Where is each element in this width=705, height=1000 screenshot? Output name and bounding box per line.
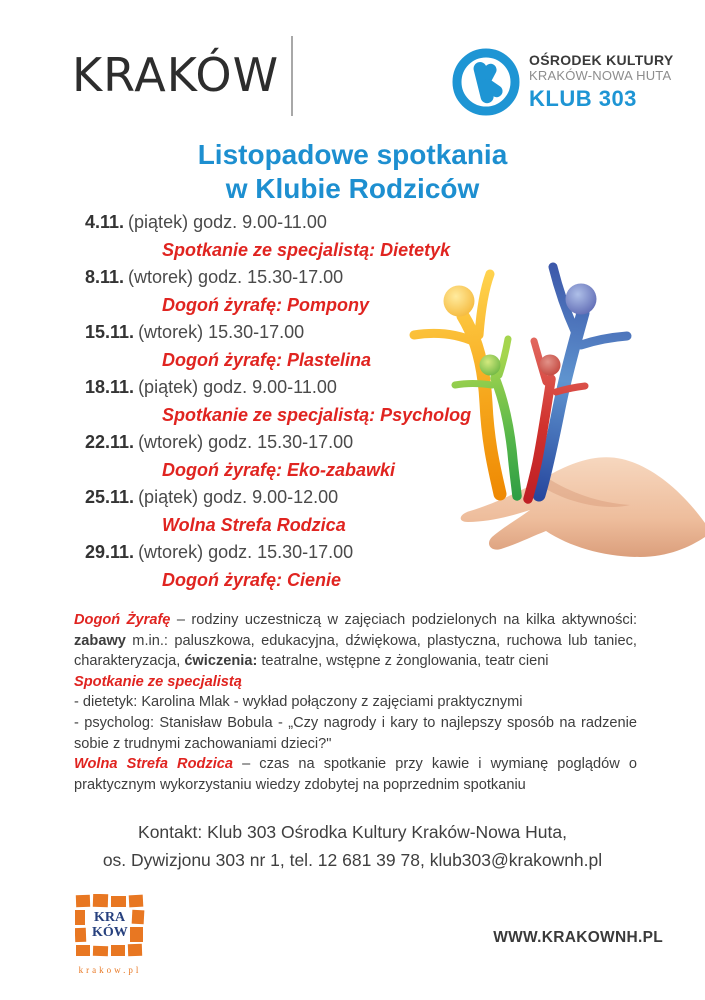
- schedule-date: 18.11.: [85, 377, 135, 397]
- schedule-date-line: [85, 264, 515, 292]
- schedule-details: (piątek) godz. 9.00-12.00: [138, 487, 339, 507]
- specialist-psycholog: - psycholog: Stanisław Bobula - „Czy nagrody i kary to najlepszy sposób na radzenie sobie z trudnymi zachowaniami dzieci?": [74, 714, 637, 752]
- schedule-event: Dogoń żyrafę: Plastelina: [162, 349, 372, 370]
- dogon-text-3: teatralne, wstępne z żonglowania, teatr cieni: [257, 653, 549, 670]
- schedule-event: Spotkanie ze specjalistą: Psycholog: [162, 404, 472, 425]
- org-text: [529, 52, 674, 111]
- schedule-details: (wtorek) godz. 15.30-17.00: [138, 432, 354, 452]
- dogon-text-2: m.in.: paluszkowa, edukacyjna, dźwiękowa, plastyczna, ruchowa lub taniec, charakteryzacja,: [74, 632, 637, 670]
- schedule-event: Dogoń żyrafę: Pompony: [162, 294, 370, 315]
- schedule-date-line: [85, 484, 515, 512]
- dogon-bold-2: ćwiczenia:: [184, 653, 258, 670]
- schedule-date-line: [85, 429, 515, 457]
- wolna-description: [74, 754, 637, 795]
- schedule-details: (piątek) godz. 9.00-11.00: [138, 377, 337, 397]
- schedule-date: 25.11.: [85, 487, 135, 507]
- schedule-event: Spotkanie ze specjalistą: Dietetyk: [162, 239, 451, 260]
- schedule-details: (wtorek) godz. 15.30-17.00: [138, 542, 354, 562]
- header-divider: [291, 36, 293, 116]
- krakow-mosaic-icon: [75, 894, 145, 958]
- website-url: WWW.KRAKOWNH.PL: [493, 929, 663, 946]
- schedule-date: 29.11.: [85, 542, 135, 562]
- schedule-date: 4.11.: [85, 212, 125, 232]
- schedule-event: Wolna Strefa Rodzica: [162, 514, 346, 535]
- schedule-date-line: [85, 209, 515, 237]
- specialists-lead: Spotkanie ze specjalistą: [74, 673, 242, 690]
- page-title: [0, 138, 705, 206]
- schedule-event: Dogoń żyrafę: Eko-zabawki: [162, 459, 396, 480]
- schedule-entry: [85, 264, 515, 319]
- contact-block: [0, 818, 705, 874]
- schedule-entry: [85, 429, 515, 484]
- descriptions: [74, 610, 637, 795]
- schedule-date: 22.11.: [85, 432, 135, 452]
- schedule-date-line: [85, 374, 515, 402]
- krakow-wordmark: KRAKÓW: [72, 48, 280, 102]
- krakow-logo-text-bottom: KÓW: [92, 925, 128, 940]
- schedule-entry: [85, 539, 515, 594]
- contact-line-2: os. Dywizjonu 303 nr 1, tel. 12 681 39 78, klub303@krakownh.pl: [102, 850, 603, 870]
- schedule-date-line: [85, 319, 515, 347]
- specialists-lead-line: [74, 672, 637, 693]
- page-title-line2: w Klubie Rodziców: [225, 173, 480, 204]
- dogon-description: [74, 610, 637, 672]
- klub303-logo: [452, 48, 674, 116]
- org-location: KRAKÓW-NOWA HUTA: [529, 68, 672, 84]
- schedule-list: [85, 209, 515, 594]
- schedule-date-line: [85, 539, 515, 567]
- schedule-event: Dogoń żyrafę: Cienie: [162, 569, 342, 590]
- wolna-text: – czas na spotkanie przy kawie i wymianę poglądów o praktycznym wykorzystaniu wiedzy zdobytej na poprzednim spotkaniu: [74, 756, 637, 793]
- dogon-bold-1: zabawy: [74, 632, 126, 649]
- schedule-details: (wtorek) godz. 15.30-17.00: [128, 267, 344, 287]
- k-in-circle-icon: [452, 48, 520, 116]
- page-title-line1: Listopadowe spotkania: [197, 139, 508, 170]
- schedule-entry: [85, 484, 515, 539]
- krakow-mosaic-logo: [74, 894, 146, 975]
- schedule-date: 15.11.: [85, 322, 135, 342]
- schedule-details: (wtorek) 15.30-17.00: [138, 322, 305, 342]
- krakow-logo-text-top: KRA: [94, 910, 126, 925]
- schedule-entry: [85, 319, 515, 374]
- contact-line-1: Kontakt: Klub 303 Ośrodka Kultury Kraków-Nowa Huta,: [138, 822, 567, 842]
- schedule-date: 8.11.: [85, 267, 125, 287]
- schedule-entry: [85, 209, 515, 264]
- schedule-details: (piątek) godz. 9.00-11.00: [128, 212, 327, 232]
- org-club-name: KLUB 303: [529, 86, 637, 112]
- dogon-lead: Dogoń Żyrafę: [74, 612, 171, 628]
- schedule-entry: [85, 374, 515, 429]
- krakow-pl-caption: krakow.pl: [78, 965, 142, 975]
- specialist-dietetyk: - dietetyk: Karolina Mlak - wykład połączony z zajęciami praktycznymi: [74, 694, 523, 711]
- dogon-text-1: – rodziny uczestniczą w zajęciach podzielonych na kilka aktywności:: [170, 612, 637, 628]
- wolna-lead: Wolna Strefa Rodzica: [74, 756, 233, 773]
- org-name: OŚRODEK KULTURY: [529, 52, 674, 69]
